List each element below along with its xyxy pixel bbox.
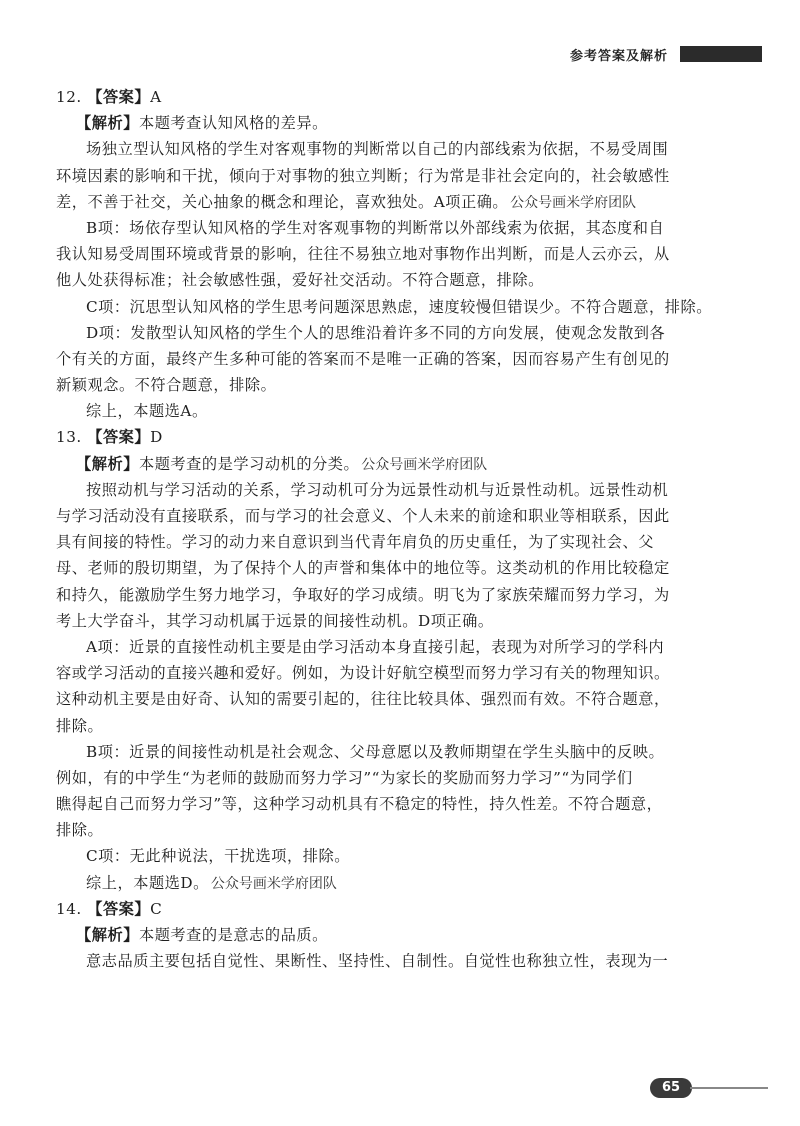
q12-p1-line: 差，不善于社交，关心抽象的概念和理论，喜欢独处。A项正确。 公众号画米学府团队 (56, 192, 637, 211)
q12-analysis-line (56, 110, 742, 136)
q13-p3-line: 例如，有的中学生“为老师的鼓励而努力学习”“为家长的奖励而努力学习”“为同学们 (56, 768, 633, 787)
header-decor-bar (680, 46, 762, 62)
q12-summary: 综上，本题选A。 (86, 402, 208, 421)
q13-answer-tag: 【答案】 (87, 428, 151, 447)
q13-p1-line: 考上大学奋斗，其学习动机属于远景的间接性动机。D项正确。 (56, 611, 494, 630)
q12-p2-line: 他人处获得标准；社会敏感性强，爱好社交活动。不符合题意，排除。 (56, 271, 544, 290)
watermark: 公众号画米学府团队 (510, 194, 637, 211)
q12-p4-line: 新颖观念。不符合题意，排除。 (56, 376, 277, 395)
q13-number: 13. (56, 428, 82, 447)
q12-answer-tag: 【答案】 (87, 88, 151, 106)
q13-p3-line: B项：近景的间接性动机是社会观念、父母意愿以及教师期望在学生头脑中的反映。 (86, 742, 665, 761)
q12-p4-line: D项：发散型认知风格的学生个人的思维沿着许多不同的方向发展，使观念发散到各 (86, 323, 666, 342)
q12-p1-line: 环境因素的影响和干扰，倾向于对事物的独立判断；行为常是非社会定向的，社会敏感性 (56, 166, 670, 185)
q13-p4-line: C项：无此种说法，干扰选项，排除。 (86, 847, 350, 866)
q12-p2-line: B项：场依存型认知风格的学生对客观事物的判断常以外部线索为依据，其态度和自 (86, 218, 665, 237)
q13-p3-line: 瞧得起自己而努力学习”等，这种学习动机具有不稳定的特性，持久性差。不符合题意， (56, 795, 663, 814)
q13-p2-line: 排除。 (56, 716, 104, 735)
q12-analysis-tag: 【解析】 (76, 114, 139, 133)
q13-analysis-tag: 【解析】 (76, 454, 139, 473)
q14-number: 14. (56, 899, 82, 918)
q13-analysis-line (56, 451, 742, 477)
page-footer (0, 1070, 800, 1100)
q13-p1-line: 按照动机与学习活动的关系，学习动机可分为远景性动机与近景性动机。远景性动机 (86, 480, 669, 499)
q14-answer-value: C (150, 899, 163, 918)
footer-rule (690, 1087, 768, 1089)
q12-answer-line (56, 84, 742, 110)
page-content (56, 84, 742, 974)
q14-p1-line: 意志品质主要包括自觉性、果断性、坚持性、自制性。自觉性也称独立性，表现为一 (86, 952, 669, 971)
q14-answer-line (56, 896, 742, 922)
q13-p1-line: 具有间接的特性。学习的动力来自意识到当代青年肩负的历史重任，为了实现社会、父 (56, 533, 655, 552)
q14-analysis-tag: 【解析】 (76, 926, 139, 944)
q12-analysis-intro: 本题考查认知风格的差异。 (138, 114, 328, 133)
q12-answer-value: A (150, 88, 162, 106)
q12-p2-line: 我认知易受周围环境或背景的影响，往往不易独立地对事物作出判断，而是人云亦云，从 (56, 245, 670, 264)
q14-answer-tag: 【答案】 (87, 899, 151, 918)
q14-analysis-intro: 本题考查的是意志的品质。 (138, 926, 328, 944)
page-number: 65 (650, 1078, 692, 1098)
q13-p2-line: 容或学习活动的直接兴趣和爱好。例如，为设计好航空模型而努力学习有关的物理知识。 (56, 664, 670, 683)
q13-p2-line: 这种动机主要是由好奇、认知的需要引起的，往往比较具体、强烈而有效。不符合题意， (56, 690, 670, 709)
q13-p3-line: 排除。 (56, 821, 104, 840)
q12-number: 12. (56, 88, 82, 106)
q14-analysis-line (56, 922, 742, 948)
q13-answer-value: D (150, 428, 163, 447)
q13-answer-line (56, 424, 742, 450)
q13-summary: 综上，本题选D。 公众号画米学府团队 (86, 873, 337, 892)
watermark: 公众号画米学府团队 (210, 875, 337, 892)
q13-p2-line: A项：近景的直接性动机主要是由学习活动本身直接引起，表现为对所学习的学科内 (86, 637, 665, 656)
q13-analysis-intro: 本题考查的是学习动机的分类。 (138, 454, 360, 473)
q13-p1-line: 与学习活动没有直接联系，而与学习的社会意义、个人未来的前途和职业等相联系，因此 (56, 507, 670, 525)
q12-p1-line: 场独立型认知风格的学生对客观事物的判断常以自己的内部线索为依据，不易受周围 (86, 140, 669, 159)
q12-p3-line: C项：沉思型认知风格的学生思考问题深思熟虑，速度较慢但错误少。不符合题意，排除。 (86, 297, 712, 316)
q13-p1-line: 和持久，能激励学生努力地学习，争取好的学习成绩。明飞为了家族荣耀而努力学习，为 (56, 585, 670, 604)
q12-p4-line: 个有关的方面，最终产生多种可能的答案而不是唯一正确的答案，因而容易产生有创见的 (56, 349, 670, 368)
q13-p1-line: 母、老师的殷切期望，为了保持个人的声誉和集体中的地位等。这类动机的作用比较稳定 (56, 559, 670, 578)
section-title: 参考答案及解析 (569, 49, 668, 64)
page-header (0, 42, 800, 68)
watermark: 公众号画米学府团队 (361, 456, 488, 473)
